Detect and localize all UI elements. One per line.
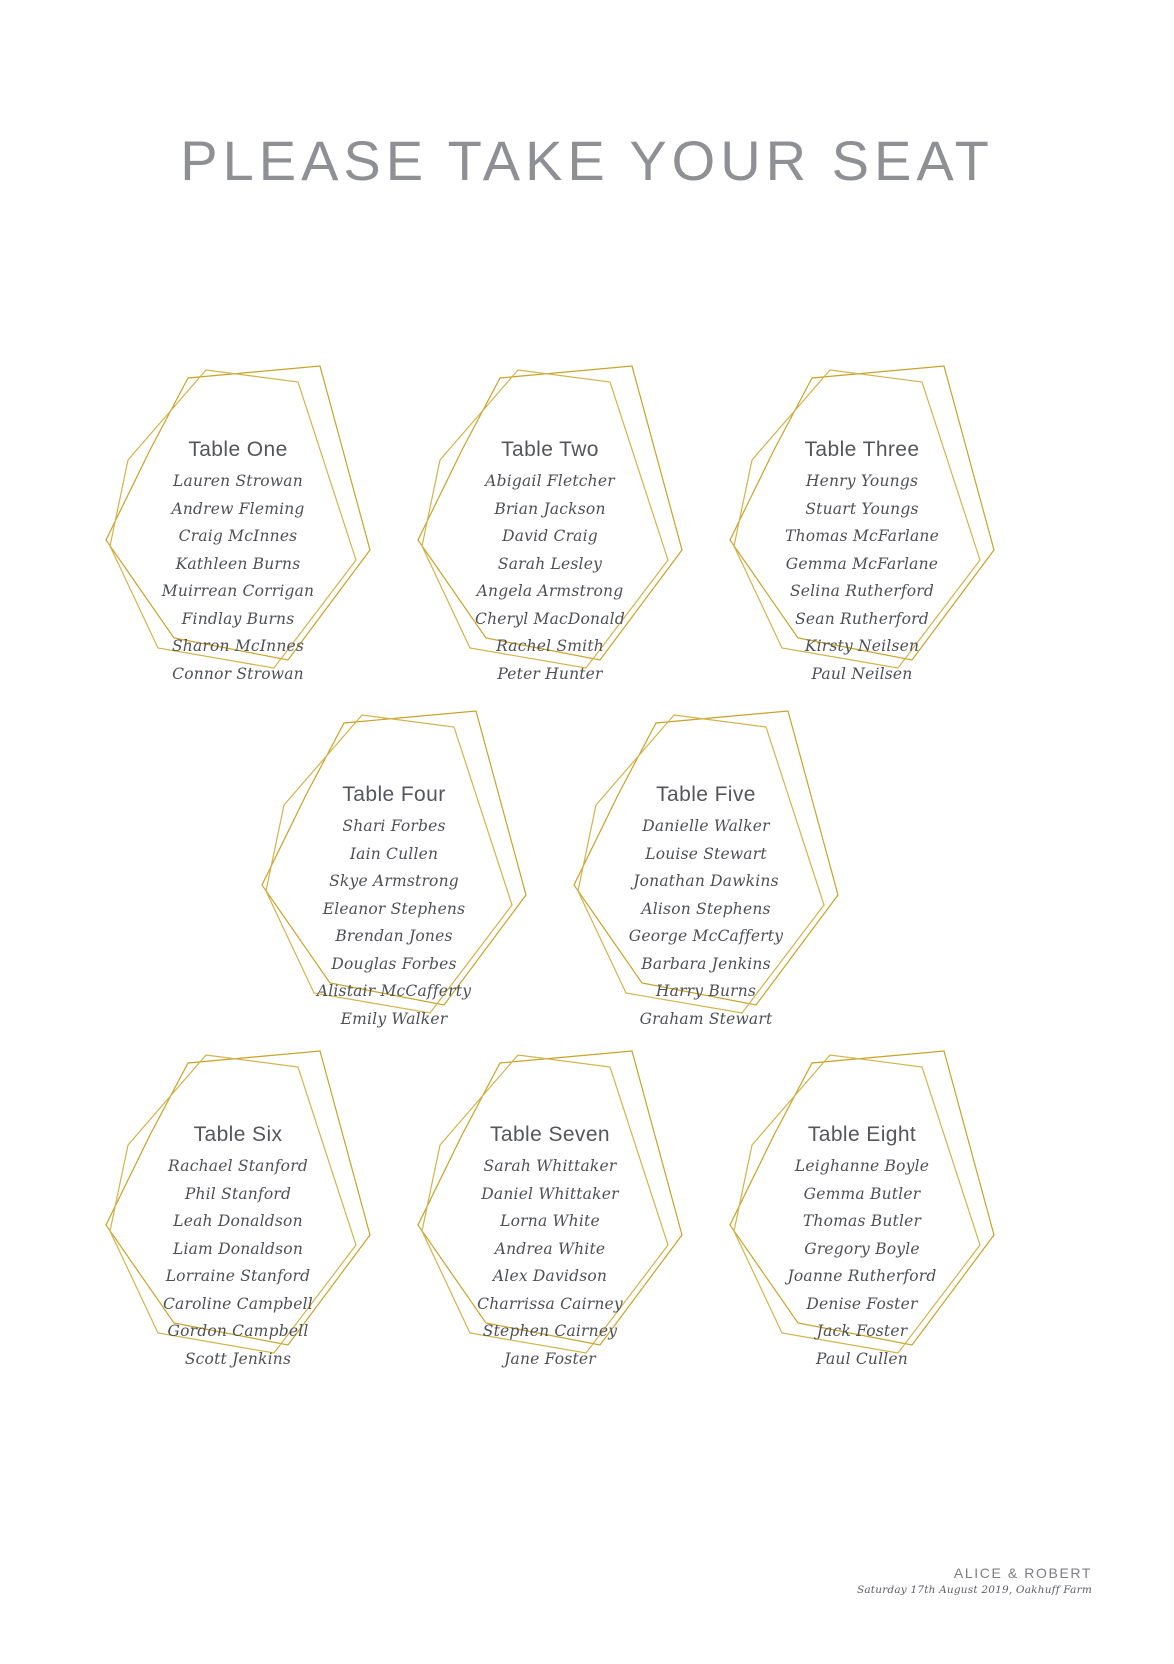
guest-name: David Craig xyxy=(502,527,598,545)
table-name: Table One xyxy=(188,438,288,461)
table-card-two xyxy=(400,360,700,690)
guest-name: Thomas McFarlane xyxy=(785,527,939,545)
guest-name: Liam Donaldson xyxy=(172,1239,304,1258)
guest-name: Scott Jenkins xyxy=(184,1349,292,1368)
table-name: Table Seven xyxy=(490,1123,610,1146)
table-card-six xyxy=(88,1045,388,1375)
guest-name: Lauren Strowan xyxy=(173,472,303,490)
guest-name: Jack Foster xyxy=(816,1322,908,1340)
table-name: Table Six xyxy=(193,1123,283,1146)
guest-name: Gordon Campbell xyxy=(167,1322,309,1340)
table-content xyxy=(88,360,388,688)
table-name: Table Five xyxy=(656,783,756,806)
guest-name: Andrew Fleming xyxy=(171,499,305,518)
guest-name: Gemma McFarlane xyxy=(785,554,939,573)
guest-name: Craig McInnes xyxy=(178,527,298,545)
table-card-eight xyxy=(712,1045,1012,1375)
guest-name: Douglas Forbes xyxy=(331,954,457,973)
guest-name: Shari Forbes xyxy=(342,817,446,835)
table-name: Table Two xyxy=(501,438,599,461)
guest-name: Jonathan Dawkins xyxy=(633,872,779,890)
guest-name: Caroline Campbell xyxy=(163,1294,313,1313)
guest-name: Leah Donaldson xyxy=(173,1212,303,1230)
guest-name: Leighanne Boyle xyxy=(794,1157,930,1175)
footer xyxy=(857,1565,1092,1596)
guest-name: Muirrean Corrigan xyxy=(161,582,315,600)
table-content xyxy=(400,360,700,688)
table-content xyxy=(400,1045,700,1373)
table-content xyxy=(244,705,544,1033)
table-content xyxy=(712,360,1012,688)
guest-name: Daniel Whittaker xyxy=(481,1184,619,1203)
guest-name: Lorraine Stanford xyxy=(165,1267,311,1285)
guest-name: Gemma Butler xyxy=(803,1184,921,1203)
guest-name: Sarah Whittaker xyxy=(483,1157,617,1175)
table-content xyxy=(712,1045,1012,1373)
guest-name: Danielle Walker xyxy=(642,817,770,835)
guest-name: Skye Armstrong xyxy=(329,872,459,890)
guest-name: Andrea White xyxy=(494,1239,606,1258)
guest-name: Phil Stanford xyxy=(184,1184,292,1203)
guest-name: Kathleen Burns xyxy=(175,554,301,573)
guest-name: Barbara Jenkins xyxy=(641,954,771,973)
guest-name: Rachel Smith xyxy=(496,637,604,655)
guest-name: Abigail Fletcher xyxy=(485,472,615,490)
table-card-one xyxy=(88,360,388,690)
guest-name: Thomas Butler xyxy=(802,1212,922,1230)
guest-name: Alison Stephens xyxy=(641,899,771,918)
guest-name: Brian Jackson xyxy=(494,499,606,518)
guest-name: Cheryl MacDonald xyxy=(475,609,625,628)
guest-name: Denise Foster xyxy=(806,1294,918,1313)
table-card-four xyxy=(244,705,544,1035)
guest-name: Paul Neilsen xyxy=(811,664,913,683)
guest-name: Stuart Youngs xyxy=(805,499,919,518)
guest-name: Alistair McCafferty xyxy=(316,982,472,1000)
guest-name: Louise Stewart xyxy=(645,844,767,863)
guest-name: Rachael Stanford xyxy=(168,1157,308,1175)
guest-name: Stephen Cairney xyxy=(482,1322,618,1340)
guest-name: Sharon McInnes xyxy=(171,637,305,655)
table-card-five xyxy=(556,705,856,1035)
guest-name: Alex Davidson xyxy=(492,1267,608,1285)
guest-name: Jane Foster xyxy=(504,1349,596,1368)
guest-name: Gregory Boyle xyxy=(804,1239,920,1258)
guest-name: George McCafferty xyxy=(628,927,784,945)
guest-name: Iain Cullen xyxy=(349,844,439,863)
guest-name: Peter Hunter xyxy=(497,664,603,683)
guest-name: Harry Burns xyxy=(655,982,757,1000)
guest-name: Emily Walker xyxy=(340,1009,448,1028)
seating-chart xyxy=(0,300,1174,1400)
guest-name: Eleanor Stephens xyxy=(322,899,466,918)
guest-name: Joanne Rutherford xyxy=(787,1267,937,1285)
guest-name: Findlay Burns xyxy=(181,609,295,628)
guest-name: Kirsty Neilsen xyxy=(804,637,920,655)
guest-name: Selina Rutherford xyxy=(789,582,935,600)
guest-name: Henry Youngs xyxy=(805,472,919,490)
page-title: PLEASE TAKE YOUR SEAT xyxy=(180,129,994,192)
couple-names: ALICE & ROBERT xyxy=(953,1565,1092,1581)
guest-name: Charrissa Cairney xyxy=(477,1294,623,1313)
table-name: Table Three xyxy=(804,438,920,461)
table-content xyxy=(88,1045,388,1373)
guest-name: Connor Strowan xyxy=(172,664,304,683)
guest-name: Paul Cullen xyxy=(816,1349,908,1368)
guest-name: Lorna White xyxy=(500,1212,600,1230)
table-content xyxy=(556,705,856,1033)
guest-name: Angela Armstrong xyxy=(476,582,624,600)
event-details: Saturday 17th August 2019, Oakhuff Farm xyxy=(856,1584,1092,1596)
guest-name: Brendan Jones xyxy=(335,927,453,945)
table-name: Table Eight xyxy=(807,1123,917,1146)
guest-name: Sarah Lesley xyxy=(497,554,603,573)
guest-name: Sean Rutherford xyxy=(795,609,929,628)
table-card-three xyxy=(712,360,1012,690)
guest-name: Graham Stewart xyxy=(639,1009,773,1028)
table-name: Table Four xyxy=(342,783,446,806)
table-card-seven xyxy=(400,1045,700,1375)
